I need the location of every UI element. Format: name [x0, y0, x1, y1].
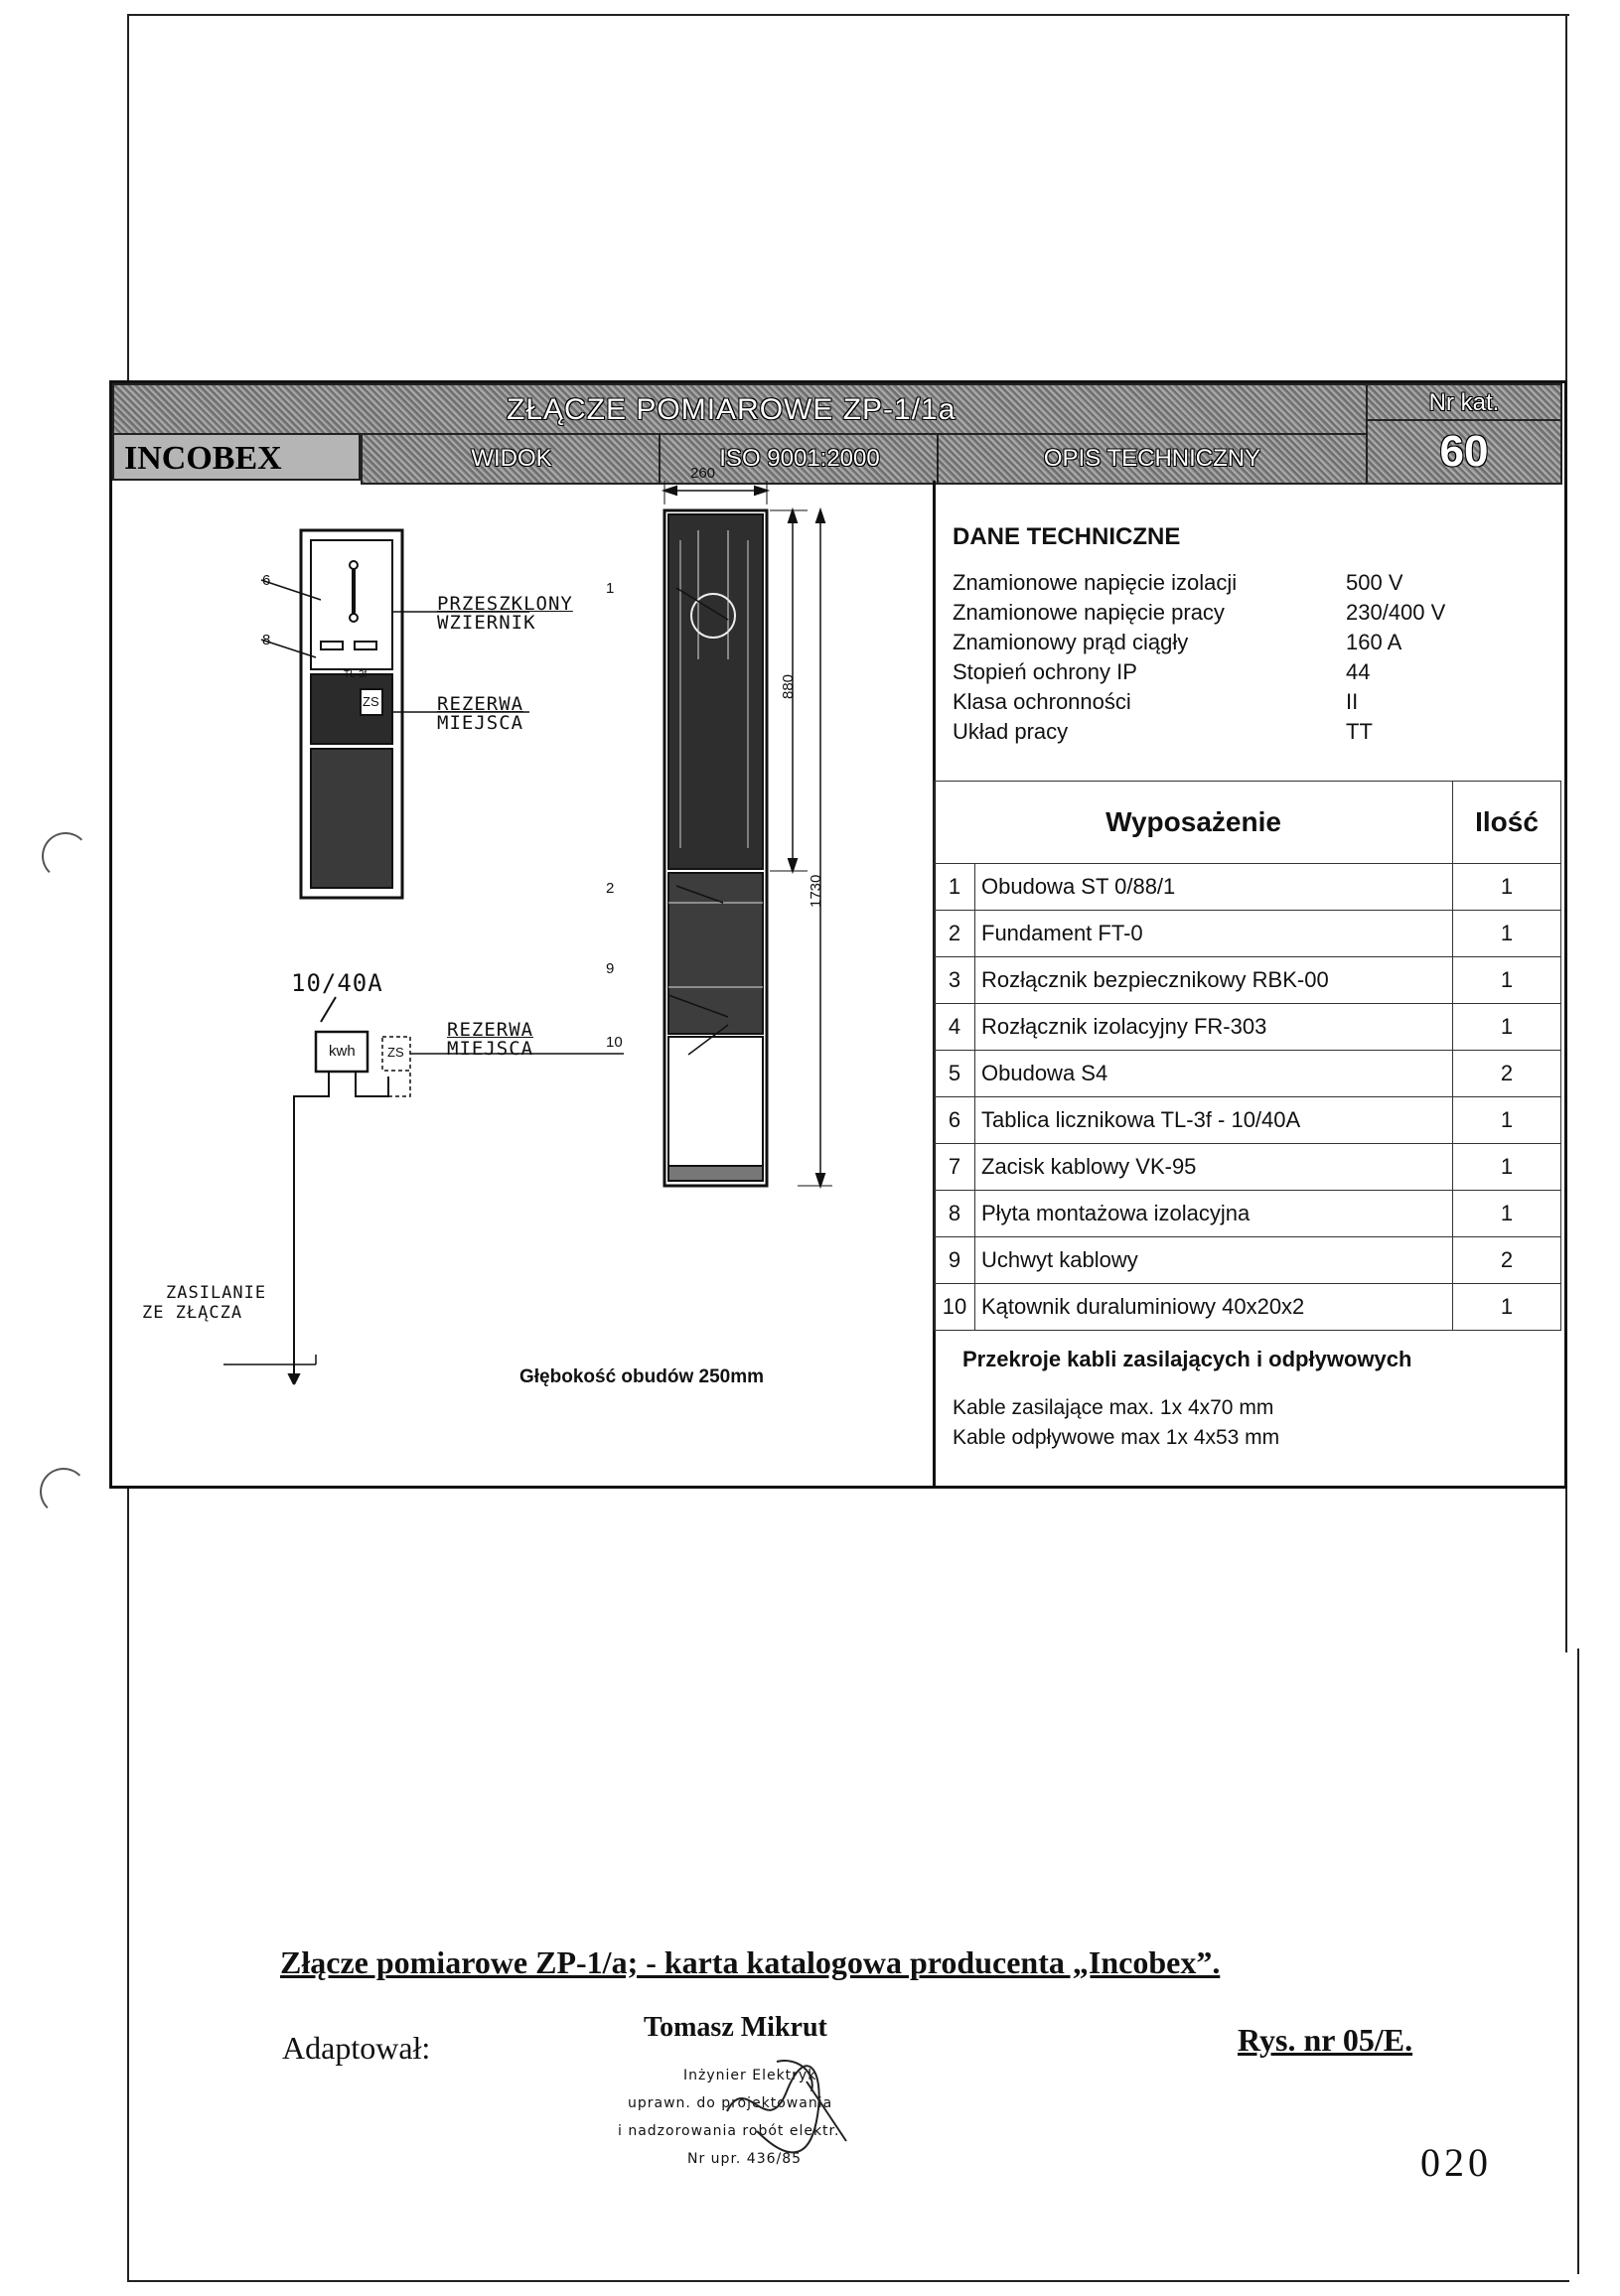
- tech-label: Układ pracy: [953, 719, 1069, 744]
- stamp-line: Inżynier Elektryk: [683, 2068, 817, 2083]
- callout-1: 1: [606, 580, 615, 597]
- adapted-by-label: Adaptował:: [282, 2030, 431, 2066]
- row-number: 10: [935, 1284, 975, 1331]
- row-qty: 1: [1453, 864, 1561, 911]
- tech-row: [953, 598, 1548, 628]
- row-item: Zacisk kablowy VK-95: [975, 1144, 1453, 1191]
- dimension-upper: 880: [780, 673, 797, 699]
- tech-value: 500 V: [1346, 570, 1403, 595]
- row-number: 6: [935, 1097, 975, 1144]
- row-item: Płyta montażowa izolacyjna: [975, 1191, 1453, 1237]
- note-space-2: MIEJSCA: [447, 1038, 534, 1060]
- tech-row: [953, 628, 1548, 657]
- row-number: 2: [935, 911, 975, 957]
- row-qty: 1: [1453, 1097, 1561, 1144]
- table-row: [935, 1191, 1561, 1237]
- tech-data-title: DANE TECHNICZNE: [953, 523, 1181, 550]
- zs-label: ZS: [363, 694, 379, 709]
- row-qty: 1: [1453, 1144, 1561, 1191]
- note-space: MIEJSCA: [437, 712, 524, 734]
- tech-row: [953, 657, 1548, 687]
- dimension-width: 260: [690, 465, 716, 482]
- callout-2: 2: [606, 880, 615, 897]
- table-row: [935, 1237, 1561, 1284]
- tech-label: Znamionowy prąd ciągły: [953, 630, 1189, 654]
- row-number: 7: [935, 1144, 975, 1191]
- row-number: 1: [935, 864, 975, 911]
- callout-10: 10: [606, 1034, 623, 1051]
- row-item: Kątownik duraluminiowy 40x20x2: [975, 1284, 1453, 1331]
- tech-row: [953, 717, 1548, 747]
- punch-hole: [42, 832, 89, 880]
- row-item: Rozłącznik bezpiecznikowy RBK-00: [975, 957, 1453, 1004]
- schematic-rating: 10/40A: [291, 969, 383, 997]
- note-reserve: REZERWA: [437, 693, 524, 715]
- column-header-item: Wyposażenie: [935, 782, 1453, 864]
- stamp-name: Tomasz Mikrut: [644, 2012, 827, 2043]
- row-qty: 1: [1453, 1284, 1561, 1331]
- tech-value: 160 A: [1346, 630, 1402, 654]
- tech-row: [953, 568, 1548, 598]
- table-row: [935, 1004, 1561, 1051]
- callout-6: 6: [262, 572, 271, 589]
- stamp-line: uprawn. do projektowania: [628, 2095, 833, 2111]
- row-qty: 1: [1453, 1004, 1561, 1051]
- catalog-sheet: [109, 380, 1567, 1489]
- punch-hole: [40, 1468, 87, 1515]
- row-number: 8: [935, 1191, 975, 1237]
- cable-supply: Kable zasilające max. 1x 4x70 mm: [953, 1396, 1274, 1419]
- table-row: [935, 1284, 1561, 1331]
- cables-title: Przekroje kabli zasilających i odpływowych: [962, 1347, 1412, 1371]
- table-row: [935, 1051, 1561, 1097]
- iso-label: ISO 9001:2000: [659, 433, 941, 485]
- row-qty: 1: [1453, 911, 1561, 957]
- tech-data-list: [953, 568, 1548, 747]
- lower-panel: [311, 749, 392, 888]
- note-reserve-2: REZERWA: [447, 1019, 534, 1041]
- row-item: Uchwyt kablowy: [975, 1237, 1453, 1284]
- row-item: Tablica licznikowa TL-3f - 10/40A: [975, 1097, 1453, 1144]
- incobex-logo: INCOBEX: [112, 433, 361, 481]
- tech-label: Znamionowe napięcie pracy: [953, 600, 1225, 625]
- table-row: [935, 864, 1561, 911]
- row-qty: 2: [1453, 1051, 1561, 1097]
- catalog-number: 60: [1366, 419, 1562, 485]
- foundation: [668, 1037, 763, 1181]
- row-item: Fundament FT-0: [975, 911, 1453, 957]
- meter-board-label: TL-3f: [344, 669, 368, 680]
- note-supply: ZASILANIE: [166, 1283, 267, 1303]
- row-item: Rozłącznik izolacyjny FR-303: [975, 1004, 1453, 1051]
- stamp-line: i nadzorowania robót elektr.: [618, 2123, 840, 2139]
- signature: [717, 2052, 876, 2161]
- table-row: [935, 1097, 1561, 1144]
- page-number: 020: [1420, 2140, 1492, 2185]
- callout-8: 8: [262, 632, 271, 648]
- row-number: 9: [935, 1237, 975, 1284]
- note-from-connector: ZE ZŁĄCZA: [142, 1303, 243, 1323]
- table-row: [935, 911, 1561, 957]
- row-number: 5: [935, 1051, 975, 1097]
- callout-9: 9: [606, 960, 615, 977]
- tech-value: 230/400 V: [1346, 600, 1446, 625]
- tech-value: II: [1346, 689, 1359, 714]
- section-description-label: OPIS TECHNICZNY: [937, 433, 1368, 485]
- sheet-title-bar: [112, 383, 1368, 437]
- page-frame-edge: [1577, 1649, 1579, 2274]
- kwh-label: kwh: [329, 1043, 356, 1060]
- table-row: [935, 1144, 1561, 1191]
- tech-label: Klasa ochronności: [953, 689, 1131, 714]
- tech-label: Znamionowe napięcie izolacji: [953, 570, 1238, 595]
- cable-outgoing: Kable odpływowe max 1x 4x53 mm: [953, 1426, 1280, 1449]
- row-qty: 1: [1453, 1191, 1561, 1237]
- middle-enclosure: [668, 873, 763, 1034]
- sheet-title: ZŁĄCZE POMIAROWE ZP-1/1a: [507, 393, 957, 426]
- upper-enclosure: [668, 514, 763, 869]
- table-header-row: [935, 782, 1561, 864]
- document-caption: Złącze pomiarowe ZP-1/a; - karta katalogowa producenta „Incobex”.: [280, 1944, 1221, 1980]
- row-qty: 1: [1453, 957, 1561, 1004]
- row-item: Obudowa S4: [975, 1051, 1453, 1097]
- engineer-stamp: [608, 2012, 965, 2191]
- tech-value: TT: [1346, 719, 1373, 744]
- table-row: [935, 957, 1561, 1004]
- tech-value: 44: [1346, 659, 1371, 684]
- tech-label: Stopień ochrony IP: [953, 659, 1137, 684]
- note-window: WZIERNIK: [437, 612, 536, 634]
- dimension-total: 1730: [808, 874, 824, 908]
- equipment-table: [934, 781, 1561, 1331]
- row-number: 4: [935, 1004, 975, 1051]
- row-item: Obudowa ST 0/88/1: [975, 864, 1453, 911]
- note-glazed: PRZESZKLONY: [437, 593, 573, 615]
- row-qty: 2: [1453, 1237, 1561, 1284]
- zs-schematic-label: ZS: [387, 1045, 404, 1060]
- tech-row: [953, 687, 1548, 717]
- row-number: 3: [935, 957, 975, 1004]
- section-view-label: WIDOK: [361, 433, 663, 485]
- stamp-line: Nr upr. 436/85: [687, 2151, 803, 2167]
- column-header-qty: Ilość: [1453, 782, 1561, 864]
- drawing-number: Rys. nr 05/E.: [1238, 2022, 1413, 2058]
- catalog-number-label: Nr kat.: [1366, 383, 1562, 423]
- depth-note: Głębokość obudów 250mm: [519, 1366, 764, 1387]
